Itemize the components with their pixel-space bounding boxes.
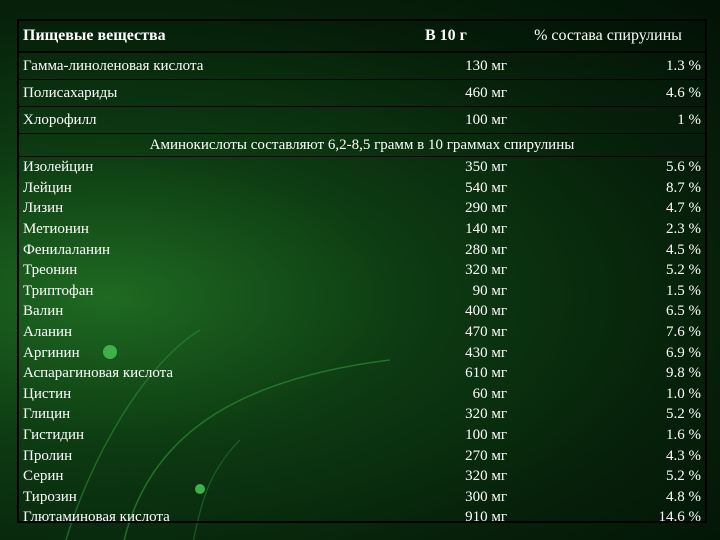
header-row — [19, 20, 705, 52]
nutrient-percent: 7.6 % — [666, 324, 701, 341]
nutrient-percent: 6.5 % — [666, 303, 701, 320]
nutrient-percent: 6.9 % — [666, 344, 701, 361]
nutrient-name: Изолейцин — [23, 159, 94, 176]
table-row — [19, 466, 705, 487]
nutrient-amount: 90 мг — [472, 282, 507, 299]
nutrient-amount: 320 мг — [465, 406, 507, 423]
table-row — [19, 107, 705, 134]
table-row — [19, 404, 705, 425]
nutrient-percent: 1 % — [511, 107, 705, 134]
nutrient-percent: 4.6 % — [511, 80, 705, 107]
nutrient-percent: 2.3 % — [666, 221, 701, 238]
table-row — [19, 178, 705, 199]
nutrient-name: Валин — [23, 303, 64, 320]
nutrient-name: Треонин — [23, 262, 78, 279]
nutrient-name: Триптофан — [23, 282, 94, 299]
nutrient-name: Тирозин — [23, 488, 77, 505]
table-row — [19, 260, 705, 281]
nutrient-amount: 140 мг — [465, 221, 507, 238]
nutrient-amount: 610 мг — [465, 365, 507, 382]
nutrient-name: Лизин — [23, 200, 64, 217]
header-percent: % состава спирулины — [511, 20, 705, 52]
table-row — [19, 445, 705, 466]
nutrient-percent: 5.2 % — [666, 262, 701, 279]
table-row — [19, 157, 705, 178]
table-row — [19, 507, 705, 528]
nutrient-name: Серин — [23, 468, 64, 485]
nutrient-amount: 100 мг — [411, 107, 511, 134]
nutrient-amount: 540 мг — [465, 179, 507, 196]
table-row — [19, 239, 705, 260]
table-row — [19, 487, 705, 508]
nutrient-name: Аспарагиновая кислота — [23, 365, 174, 382]
table-row — [19, 342, 705, 363]
table-row — [19, 322, 705, 343]
nutrient-amount: 430 мг — [465, 344, 507, 361]
header-amount: В 10 г — [411, 20, 511, 52]
nutrient-name: Пролин — [23, 447, 73, 464]
nutrient-amount: 270 мг — [465, 447, 507, 464]
table-row — [19, 52, 705, 80]
table-row — [19, 301, 705, 322]
nutrient-percent: 8.7 % — [666, 179, 701, 196]
amino-acids-subheader: Аминокислоты составляют 6,2-8,5 грамм в 10 граммах спирулины — [19, 134, 705, 157]
header-nutrients: Пищевые вещества — [19, 20, 411, 52]
nutrient-percent: 4.8 % — [666, 488, 701, 505]
nutrient-percent: 9.8 % — [666, 365, 701, 382]
nutrient-percent: 5.6 % — [666, 159, 701, 176]
nutrient-table — [19, 19, 705, 528]
nutrient-amount: 60 мг — [472, 385, 507, 402]
nutrient-amount: 350 мг — [465, 159, 507, 176]
nutrient-name: Глицин — [23, 406, 71, 423]
nutrient-name: Хлорофилл — [19, 107, 411, 134]
nutrient-percent: 14.6 % — [658, 509, 701, 526]
nutrient-name: Полисахариды — [19, 80, 411, 107]
nutrient-name: Лейцин — [23, 179, 72, 196]
nutrient-amount: 460 мг — [411, 80, 511, 107]
nutrient-amount: 320 мг — [465, 262, 507, 279]
nutrient-name: Гамма-линоленовая кислота — [19, 52, 411, 80]
nutrient-name: Цистин — [23, 385, 72, 402]
nutrient-amount: 300 мг — [465, 488, 507, 505]
nutrient-percent: 4.7 % — [666, 200, 701, 217]
nutrient-amount: 130 мг — [411, 52, 511, 80]
nutrient-name: Глютаминовая кислота — [23, 509, 170, 526]
nutrient-amount: 320 мг — [465, 468, 507, 485]
table-row — [19, 281, 705, 302]
table-row — [19, 363, 705, 384]
table-row — [19, 198, 705, 219]
nutrient-percent: 1.0 % — [666, 385, 701, 402]
nutrient-percent: 1.6 % — [666, 427, 701, 444]
table-row — [19, 80, 705, 107]
nutrient-name: Аланин — [23, 324, 73, 341]
nutrient-percent: 1.3 % — [511, 52, 705, 80]
nutrient-name: Метионин — [23, 221, 89, 238]
nutrient-amount: 100 мг — [465, 427, 507, 444]
nutrient-amount: 280 мг — [465, 241, 507, 258]
table-row — [19, 219, 705, 240]
nutrient-percent: 5.2 % — [666, 468, 701, 485]
nutrient-percent: 5.2 % — [666, 406, 701, 423]
nutrient-amount: 400 мг — [465, 303, 507, 320]
nutrient-percent: 4.3 % — [666, 447, 701, 464]
nutrient-name: Аргинин — [23, 344, 80, 361]
nutrient-percent: 1.5 % — [666, 282, 701, 299]
nutrient-amount: 470 мг — [465, 324, 507, 341]
nutrient-name: Фенилаланин — [23, 241, 111, 258]
nutrient-amount: 290 мг — [465, 200, 507, 217]
nutrient-percent: 4.5 % — [666, 241, 701, 258]
nutrient-amount: 910 мг — [465, 509, 507, 526]
table-row — [19, 425, 705, 446]
table-row — [19, 384, 705, 405]
nutrient-name: Гистидин — [23, 427, 85, 444]
amino-acids-subheader-row — [19, 134, 705, 157]
